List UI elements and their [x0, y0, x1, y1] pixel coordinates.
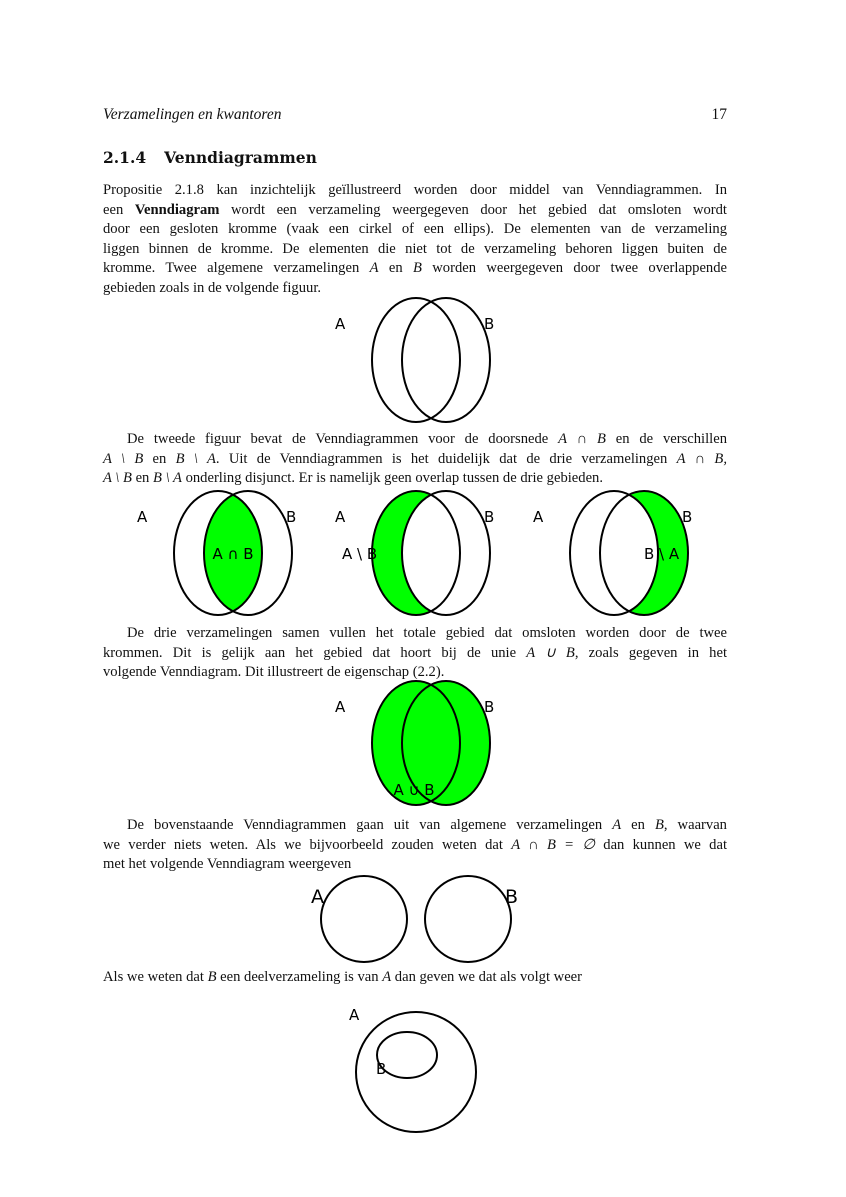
region-label: A \ B — [342, 545, 378, 563]
set-b-label: B — [505, 886, 519, 908]
text-line: De tweede figuur bevat de Venndiagrammen voor de doorsnede A ∩ B en de verschillen — [127, 431, 727, 447]
paragraph-intersection — [103, 430, 727, 489]
venn-figure-a-minus-b — [330, 488, 510, 618]
venn-figure-b-minus-a — [528, 488, 708, 618]
page-number: 17 — [711, 106, 727, 123]
text-line: een Venndiagram wordt een verzameling weergegeven door het gebied dat omsloten wordt — [103, 201, 727, 218]
set-b-circle — [425, 876, 511, 962]
text-line: liggen binnen de kromme. De elementen die niet tot de verzameling behoren liggen buiten de — [103, 240, 727, 257]
set-a-label: A — [533, 508, 544, 526]
text-line: De drie verzamelingen samen vullen het totale gebied dat omsloten worden door de twee — [127, 625, 727, 641]
text-line: kromme. Twee algemene verzamelingen A en B worden weergegeven door twee overlappende — [103, 260, 728, 276]
section-heading — [103, 148, 317, 167]
set-b-label: B — [484, 508, 495, 526]
text-line: A \ B en B \ A onderling disjunct. Er is namelijk geen overlap tussen de drie gebieden. — [103, 470, 603, 486]
set-a-circle — [356, 1012, 476, 1132]
region-label: A ∪ B — [393, 781, 435, 799]
set-a-circle — [372, 298, 460, 422]
text-line: A \ B en B \ A. Uit de Venndiagrammen is het duidelijk dat de drie verzamelingen A ∩ B, — [103, 450, 727, 467]
set-a-circle — [321, 876, 407, 962]
set-a-label: A — [137, 508, 148, 526]
set-b-circle — [402, 298, 490, 422]
text-line: Als we weten dat B een deelverzameling is van A dan geven we dat als volgt weer — [103, 969, 583, 985]
section-number: 2.1.4 — [103, 148, 147, 167]
running-head — [103, 106, 727, 126]
region-label: A ∩ B — [212, 545, 254, 563]
venn-figure-disjoint — [308, 872, 528, 967]
text-line: gebieden zoals in de volgende figuur. — [103, 279, 322, 296]
set-b-label: B — [484, 698, 495, 716]
set-a-label: A — [335, 315, 346, 333]
text-line: met het volgende Venndiagram weergeven — [103, 856, 352, 872]
term-venndiagram: Venndiagram — [134, 201, 220, 218]
set-b-label: B — [484, 315, 495, 333]
region-label: B \ A — [644, 545, 680, 563]
chapter-title: Verzamelingen en kwantoren — [103, 106, 282, 123]
venn-figure-two-sets — [330, 295, 510, 425]
paragraph-intro — [103, 181, 727, 298]
venn-figure-intersection — [132, 488, 312, 618]
set-b-label: B — [286, 508, 297, 526]
paragraph-union — [103, 624, 727, 683]
set-a-label: A — [349, 1006, 360, 1024]
text-line: De bovenstaande Venndiagrammen gaan uit van algemene verzamelingen A en B, waarvan — [127, 817, 727, 833]
set-a-label: A — [311, 886, 324, 908]
text-line: we verder niets weten. Als we bijvoorbeeld zouden weten dat A ∩ B = ∅ dan kunnen we dat — [103, 836, 727, 853]
set-b-label: B — [682, 508, 693, 526]
venn-figure-subset — [340, 998, 490, 1138]
text-line: krommen. Dit is gelijk aan het gebied dat hoort bij de unie A ∪ B, zoals gegeven in het — [103, 644, 728, 661]
set-a-label: A — [335, 698, 346, 716]
text-line: Propositie 2.1.8 kan inzichtelijk geïllustreerd worden door middel van Venndiagrammen. In — [103, 182, 727, 198]
text-line: volgende Venndiagram. Dit illustreert de eigenschap (2.2). — [103, 664, 445, 680]
paragraph-disjoint — [103, 816, 727, 875]
set-a-label: A — [335, 508, 346, 526]
text-line: door een gesloten kromme (vaak een cirkel of een ellips). De elementen van de verzameling — [103, 221, 727, 237]
set-b-label: B — [376, 1060, 387, 1078]
paragraph-subset — [103, 968, 727, 988]
section-title: Venndiagrammen — [164, 148, 317, 167]
venn-figure-union — [330, 682, 510, 812]
